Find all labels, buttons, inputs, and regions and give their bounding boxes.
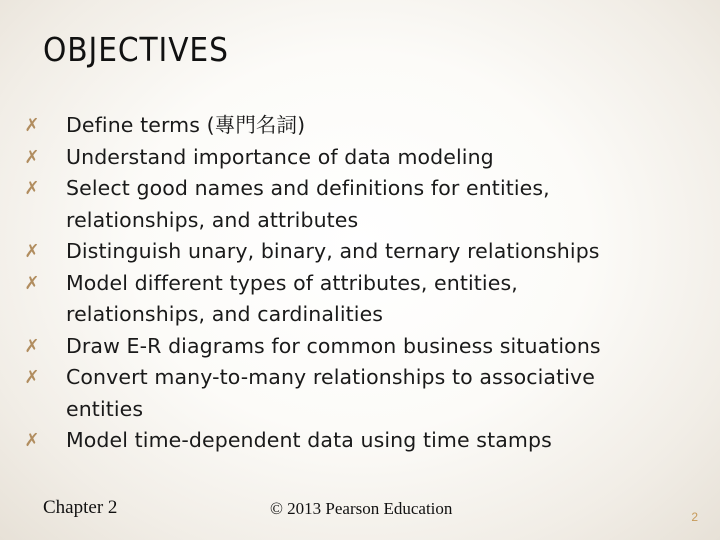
x-mark-icon: ✗ [24, 115, 40, 136]
page-number: 2 [691, 510, 698, 524]
bullet-text-line1: Select good names and definitions for entities, [66, 176, 550, 200]
x-mark-icon: ✗ [24, 241, 40, 262]
x-mark-icon: ✗ [24, 146, 40, 168]
list-item [22, 110, 662, 142]
bullet-text-line1: Model different types of attributes, entities, [66, 270, 518, 295]
bullet-text-line2: relationships, and cardinalities [66, 302, 384, 326]
list-item [22, 362, 662, 425]
list-item [22, 268, 662, 331]
x-mark-icon: ✗ [24, 367, 40, 388]
x-mark-icon: ✗ [24, 272, 40, 294]
list-item [22, 142, 662, 174]
bullet-text-line1: Convert many-to-many relationships to associative [66, 365, 595, 389]
bullet-text-line2: relationships, and attributes [66, 207, 359, 232]
list-item [22, 425, 662, 457]
slide-title: OBJECTIVES [43, 30, 229, 69]
bullet-text: Understand importance of data modeling [66, 144, 494, 169]
footer-copyright: © 2013 Pearson Education [270, 499, 453, 518]
x-mark-icon: ✗ [24, 430, 40, 451]
objectives-list [22, 110, 662, 457]
x-mark-icon: ✗ [24, 335, 40, 357]
bullet-text: Model time-dependent data using time stamps [66, 428, 552, 452]
bullet-text: Distinguish unary, binary, and ternary relationships [66, 239, 600, 263]
x-mark-icon: ✗ [24, 178, 40, 199]
list-item [22, 331, 662, 363]
list-item [22, 236, 662, 268]
bullet-text: Define terms (專門名詞) [66, 113, 306, 137]
bullet-text: Draw E-R diagrams for common business situations [66, 333, 601, 358]
list-item [22, 173, 662, 236]
footer-chapter: Chapter 2 [43, 497, 118, 518]
bullet-text-line2: entities [66, 396, 144, 421]
